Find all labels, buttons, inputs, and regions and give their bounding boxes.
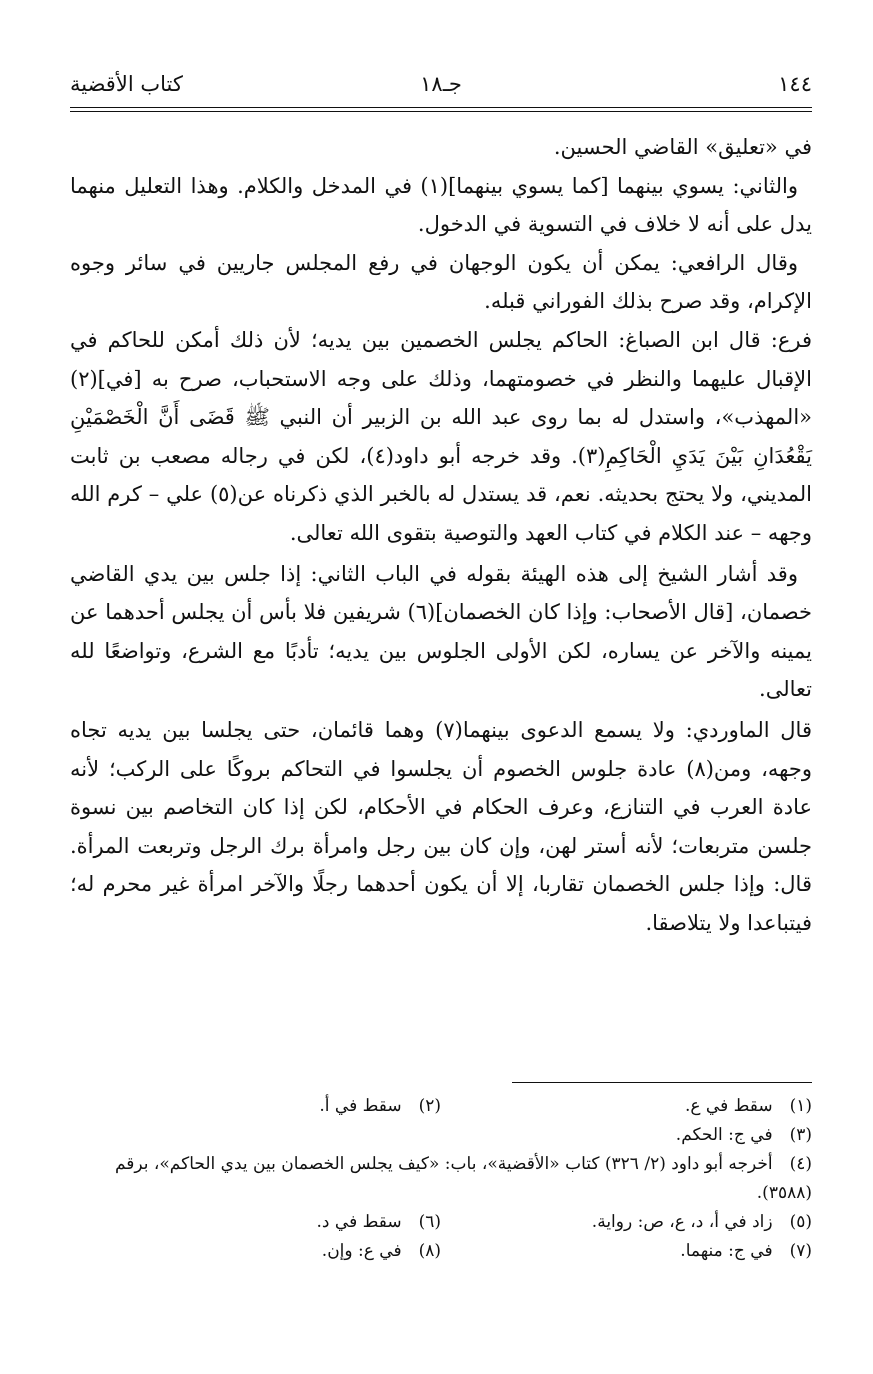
footnote-number: (٢) bbox=[418, 1096, 441, 1116]
paragraph: وقال الرافعي: يمكن أن يكون الوجهان في رفع المجلس جاريين في سائر وجوه الإكرام، وقد صرح بذلك الفوراني قبله. bbox=[70, 250, 812, 314]
paragraph: فرع: قال ابن الصباغ: الحاكم يجلس الخصمين بين يديه؛ لأن ذلك أمكن للحاكم في الإقبال عليهما والنظر في خصومتهما، وذلك على وجه الاستحباب، صرح به [في](٢) «المهذب»، واستدل له بما روى عبد الله بن الزبير أن النبي ﷺ قَضَى أَنَّ الْخَصْمَيْنِ يَقْعُدَانِ بَيْنَ يَدَيِ الْحَاكِمِ(٣). وقد خرجه أبو داود(٤)، لكن في رجاله مصعب بن ثابت المديني، ولا يحتج بحديثه. نعم، قد يستدل له بالخبر الذي ذكرناه عن(٥) علي – كرم الله وجهه – عند الكلام في كتاب العهد والتوصية بتقوى الله تعالى. bbox=[70, 327, 813, 545]
footnote-text: في ج: الحكم. bbox=[675, 1125, 773, 1145]
running-header bbox=[70, 66, 812, 102]
footnote-row bbox=[70, 1208, 812, 1237]
footnote bbox=[70, 1092, 441, 1121]
footnote-row bbox=[70, 1092, 812, 1121]
footnote-text: سقط في د. bbox=[316, 1212, 402, 1232]
footnote-row bbox=[70, 1150, 812, 1208]
footnote-number: (٦) bbox=[418, 1212, 441, 1232]
header-rule-top bbox=[70, 107, 812, 108]
paragraph: وقد أشار الشيخ إلى هذه الهيئة بقوله في الباب الثاني: إذا جلس بين يدي القاضي خصمان، [قال الأصحاب: وإذا كان الخصمان](٦) شريفين فلا بأس أن يجلس أحدهما عن يمينه والآخر عن يساره، لكن الأولى الجلوس بين يديه؛ تأدبًا مع الشرع، وتواضعًا لله تعالى. bbox=[70, 561, 812, 702]
footnote-text: سقط في ع. bbox=[684, 1096, 773, 1116]
footnote-text: في ع: وإن. bbox=[321, 1241, 402, 1261]
main-text bbox=[70, 128, 812, 942]
paragraph: قال الماوردي: ولا يسمع الدعوى بينهما(٧) وهما قائمان، حتى يجلسا بين يديه تجاه وجهه، ومن(٨) عادة جلوس الخصوم أن يجلسوا في التحاكم بروكًا على الركب؛ لأنه عادة العرب في التنازع، وعرف الحكام في الأحكام، لكن إذا كان التخاصم بين نسوة جلسن متربعات؛ لأنه أستر لهن، وإن كان بين رجل وامرأة برك الرجل وتربعت المرأة. قال: وإذا جلس الخصمان تقاربا، إلا أن يكون أحدهما رجلًا والآخر امرأة غير محرم له؛ فيتباعدا ولا يتلاصقا. bbox=[70, 717, 812, 935]
footnote-number: (٧) bbox=[789, 1241, 812, 1261]
footnote bbox=[441, 1092, 812, 1121]
footnotes bbox=[70, 1092, 812, 1266]
footnote-separator bbox=[512, 1082, 812, 1083]
footnote-row bbox=[70, 1121, 812, 1150]
footnote-text: أخرجه أبو داود (٢/ ٣٢٦) كتاب «الأقضية»، باب: «كيف يجلس الخصمان بين يدي الحاكم»، برقم (٣٥٨٨). bbox=[114, 1154, 812, 1203]
footnote-text: زاد في أ، د، ع، ص: رواية. bbox=[591, 1212, 773, 1232]
volume-label: جـ١٨ bbox=[420, 72, 462, 96]
page-number: ١٤٤ bbox=[778, 72, 812, 96]
footnote bbox=[70, 1150, 812, 1208]
footnote bbox=[70, 1237, 441, 1266]
footnote bbox=[441, 1237, 812, 1266]
book-title: كتاب الأقضية bbox=[70, 72, 183, 96]
footnote-number: (٣) bbox=[789, 1125, 812, 1145]
footnote-row bbox=[70, 1237, 812, 1266]
paragraph: والثاني: يسوي بينهما [كما يسوي بينهما](١) في المدخل والكلام. وهذا التعليل منهما يدل على أنه لا خلاف في التسوية في الدخول. bbox=[70, 173, 812, 237]
header-rule-bottom bbox=[70, 111, 812, 112]
footnote bbox=[70, 1121, 812, 1150]
footnote-number: (٨) bbox=[418, 1241, 441, 1261]
footnote-number: (٥) bbox=[789, 1212, 812, 1232]
footnote bbox=[70, 1208, 441, 1237]
footnote-number: (١) bbox=[789, 1096, 812, 1116]
paragraph: في «تعليق» القاضي الحسين. bbox=[553, 135, 812, 159]
footnote bbox=[441, 1208, 812, 1237]
footnote-number: (٤) bbox=[789, 1154, 812, 1174]
footnote-text: في ج: منهما. bbox=[680, 1241, 773, 1261]
footnote-text: سقط في أ. bbox=[319, 1096, 402, 1116]
